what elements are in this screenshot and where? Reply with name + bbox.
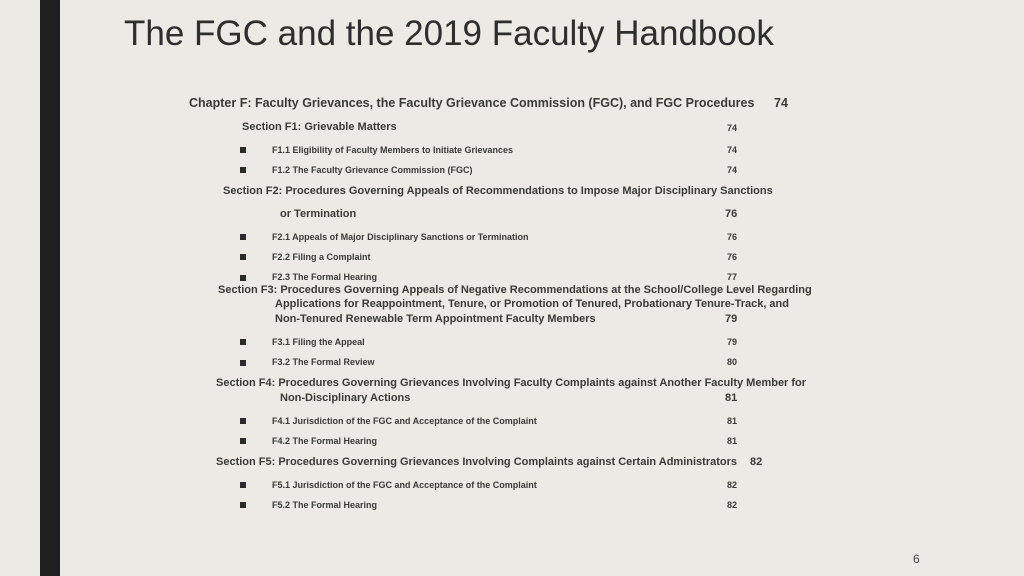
toc-item-f3-1-page: 79 [727,337,738,347]
toc-section-f5-label: Section F5: Procedures Governing Grievances Involving Complaints against Certain Administrators [216,456,737,468]
toc-item-f1-1-label: F1.1 Eligibility of Faculty Members to Initiate Grievances [272,145,514,155]
toc-section-f4-page: 81 [725,392,738,404]
toc-item-f1-2-page: 74 [727,165,738,175]
bullet-icon [240,438,246,444]
toc-section-f2-label-line1: Section F2: Procedures Governing Appeals of Recommendations to Impose Major Disciplinary Sanctions [223,185,773,197]
bullet-icon [240,275,246,281]
toc-item-f2-2-label: F2.2 Filing a Complaint [272,252,371,262]
toc-item-f1-1-page: 74 [727,145,738,155]
toc-item-f1-2-label: F1.2 The Faculty Grievance Commission (FGC) [272,165,473,175]
toc-section-f2-page: 76 [725,208,738,220]
toc-section-f5-page: 82 [750,456,763,468]
toc-section-f1-page: 74 [727,123,738,133]
bullet-icon [240,482,246,488]
toc-item-f5-2-label: F5.2 The Formal Hearing [272,500,378,510]
bullet-icon [240,339,246,345]
toc-item-f5-1-page: 82 [727,480,738,490]
toc-item-f4-1-label: F4.1 Jurisdiction of the FGC and Acceptance of the Complaint [272,416,537,426]
slide-title: The FGC and the 2019 Faculty Handbook [124,14,774,53]
toc-item-f2-1-page: 76 [727,232,738,242]
bullet-icon [240,234,246,240]
toc-item-f2-1-label: F2.1 Appeals of Major Disciplinary Sanctions or Termination [272,232,529,242]
toc-section-f3-label-line3: Non-Tenured Renewable Term Appointment Faculty Members [275,313,596,325]
toc-section-f4-label-line1: Section F4: Procedures Governing Grievances Involving Faculty Complaints against Another Faculty Member for [216,377,807,389]
bullet-icon [240,502,246,508]
left-accent-bar [40,0,60,576]
toc-section-f3-page: 79 [725,313,738,325]
toc-chapter-label: Chapter F: Faculty Grievances, the Faculty Grievance Commission (FGC), and FGC Procedures [189,96,755,110]
toc-item-f3-1-label: F3.1 Filing the Appeal [272,337,365,347]
toc-item-f5-2-page: 82 [727,500,738,510]
toc-section-f2-label-line2: or Termination [280,208,357,220]
toc-item-f2-2-page: 76 [727,252,738,262]
bullet-icon [240,418,246,424]
slide-page-number: 6 [913,552,920,566]
toc-section-f4-label-line2: Non-Disciplinary Actions [280,392,411,404]
toc-section-f3-label-line1: Section F3: Procedures Governing Appeals of Negative Recommendations at the School/College Level Regarding [218,284,812,296]
toc-item-f3-2-label: F3.2 The Formal Review [272,357,375,367]
toc-section-f3-label-line2: Applications for Reappointment, Tenure, or Promotion of Tenured, Probationary Tenure-Track, and [275,298,789,310]
toc-item-f2-3-page: 77 [727,272,738,282]
toc-item-f3-2-page: 80 [727,357,738,367]
bullet-icon [240,147,246,153]
bullet-icon [240,360,246,366]
toc-item-f4-2-label: F4.2 The Formal Hearing [272,436,378,446]
toc-chapter-page: 74 [774,96,788,110]
toc-section-f1-label: Section F1: Grievable Matters [242,121,397,133]
bullet-icon [240,167,246,173]
toc-item-f5-1-label: F5.1 Jurisdiction of the FGC and Acceptance of the Complaint [272,480,537,490]
toc-item-f4-2-page: 81 [727,436,738,446]
bullet-icon [240,254,246,260]
toc-item-f2-3-label: F2.3 The Formal Hearing [272,272,378,282]
toc-item-f4-1-page: 81 [727,416,738,426]
